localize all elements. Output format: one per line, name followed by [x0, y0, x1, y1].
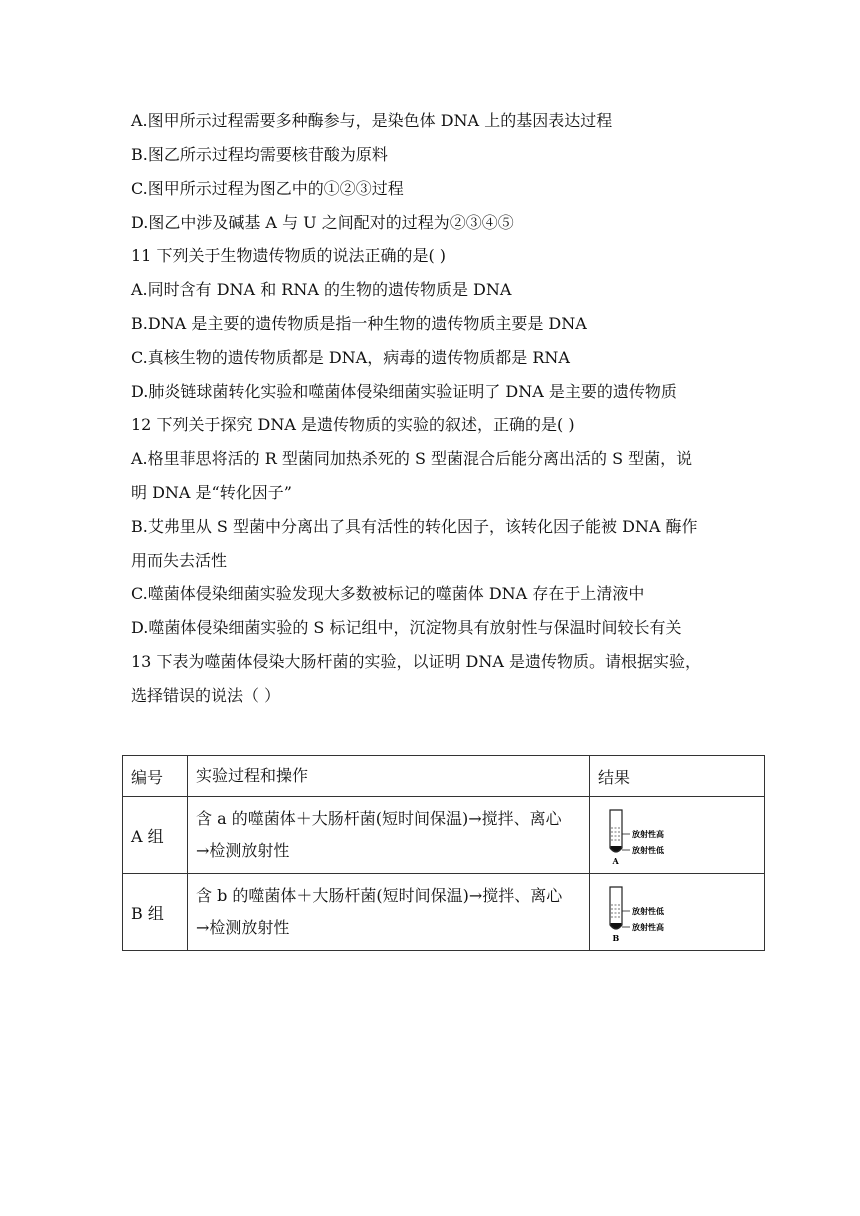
centrifuge-tube-b-icon — [594, 881, 704, 943]
centrifuge-tube-a-icon — [594, 804, 704, 866]
option-line: B.DNA 是主要的遗传物质是指一种生物的遗传物质主要是 DNA — [131, 314, 587, 333]
row-process — [188, 874, 590, 951]
option-line: A.图甲所示过程需要多种酶参与，是染色体 DNA 上的基因表达过程 — [131, 111, 613, 130]
option-line: A.格里菲思将活的 R 型菌同加热杀死的 S 型菌混合后能分离出活的 S 型菌，说 — [131, 449, 693, 468]
experiment-table — [122, 755, 765, 951]
row-result — [590, 874, 765, 951]
result-top-label: 放射性低 — [632, 907, 664, 916]
header-id: 编号 — [123, 756, 188, 797]
tube-label: B — [612, 933, 620, 943]
result-bottom-label: 放射性高 — [632, 923, 664, 932]
option-line: C.真核生物的遗传物质都是 DNA，病毒的遗传物质都是 RNA — [131, 348, 570, 367]
option-line: B.艾弗里从 S 型菌中分离出了具有活性的转化因子，该转化因子能被 DNA 酶作 — [131, 517, 698, 536]
row-result — [590, 797, 765, 874]
option-line: D.肺炎链球菌转化实验和噬菌体侵染细菌实验证明了 DNA 是主要的遗传物质 — [131, 382, 677, 401]
process-line: →检测放射性 — [196, 918, 290, 937]
table-row — [123, 797, 765, 874]
option-line: C.噬菌体侵染细菌实验发现大多数被标记的噬菌体 DNA 存在于上清液中 — [131, 584, 645, 603]
question-stem: 选择错误的说法（ ） — [131, 686, 281, 705]
question-stem: 13 下表为噬菌体侵染大肠杆菌的实验，以证明 DNA 是遗传物质。请根据实验， — [131, 652, 702, 671]
question-stem: 12 下列关于探究 DNA 是遗传物质的实验的叙述，正确的是( ) — [131, 415, 575, 434]
option-line: 明 DNA 是“转化因子” — [131, 483, 292, 502]
tube-label: A — [612, 856, 619, 866]
result-top-label: 放射性高 — [632, 830, 664, 839]
row-id: B 组 — [123, 874, 188, 951]
option-line: 用而失去活性 — [131, 551, 228, 570]
row-id: A 组 — [123, 797, 188, 874]
process-line: →检测放射性 — [196, 841, 290, 860]
table-row — [123, 874, 765, 951]
header-result: 结果 — [590, 756, 765, 797]
option-line: B.图乙所示过程均需要核苷酸为原料 — [131, 145, 388, 164]
process-line: 含 b 的噬菌体＋大肠杆菌(短时间保温)→搅拌、离心 — [196, 886, 563, 905]
question-stem: 11 下列关于生物遗传物质的说法正确的是( ) — [131, 246, 447, 265]
process-line: 含 a 的噬菌体＋大肠杆菌(短时间保温)→搅拌、离心 — [196, 809, 562, 828]
row-process — [188, 797, 590, 874]
table-header-row — [123, 756, 765, 797]
option-line: C.图甲所示过程为图乙中的①②③过程 — [131, 179, 404, 198]
option-line: D.图乙中涉及碱基 A 与 U 之间配对的过程为②③④⑤ — [131, 213, 514, 232]
option-line: D.噬菌体侵染细菌实验的 S 标记组中，沉淀物具有放射性与保温时间较长有关 — [131, 618, 682, 637]
header-process: 实验过程和操作 — [188, 756, 590, 797]
option-line: A.同时含有 DNA 和 RNA 的生物的遗传物质是 DNA — [131, 280, 512, 299]
result-bottom-label: 放射性低 — [632, 846, 664, 855]
